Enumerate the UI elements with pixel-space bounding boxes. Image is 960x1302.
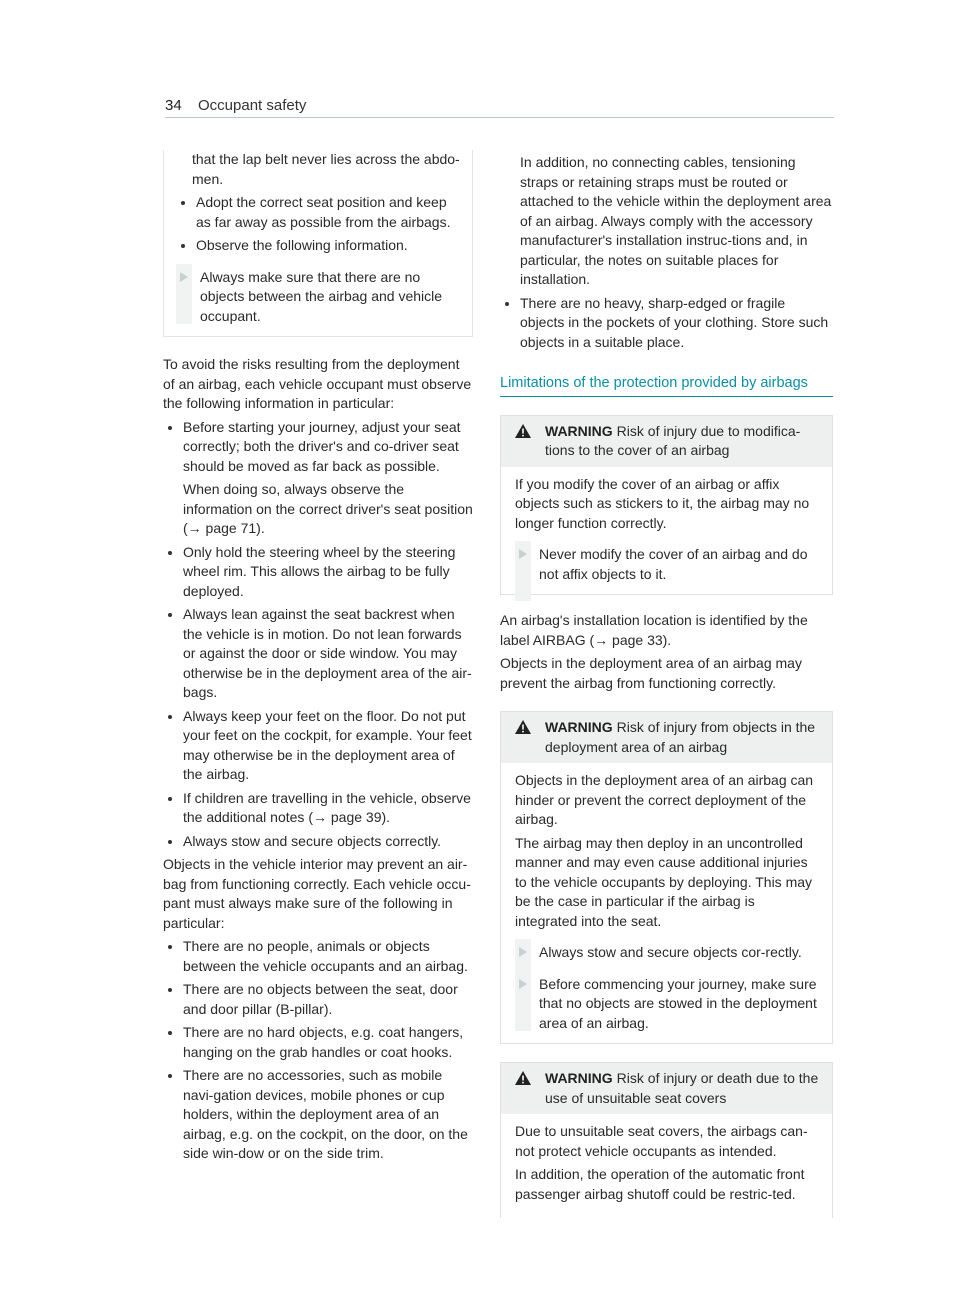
play-arrow-icon	[519, 979, 527, 989]
box-continued-text: that the lap belt never lies across the abdo-men.	[192, 151, 460, 187]
warning-triangle-icon	[515, 1071, 531, 1085]
list-item: There are no heavy, sharp-edged or fragile objects in the pockets of your clothing. Store such objects in a suitable place.	[500, 294, 833, 353]
list-item: There are no objects between the seat, door and door pillar (B-pillar).	[163, 980, 473, 1019]
warning-label: WARNING	[545, 1070, 613, 1086]
list-item: Adopt the correct seat position and keep as far away as possible from the airbags.	[176, 193, 460, 232]
warning-body	[501, 1114, 832, 1218]
list-item-subtext: When doing so, always observe the information on the correct driver's seat position (→ page 71).	[183, 481, 473, 536]
play-arrow-icon	[519, 947, 527, 957]
page-title: Occupant safety	[198, 97, 307, 114]
warning-text: Due to unsuitable seat covers, the airbags can-not protect vehicle occupants as intended.	[515, 1123, 808, 1159]
warning-title: Risk of injury or death due to the use of unsuitable seat covers	[545, 1070, 819, 1106]
continued-info-box	[163, 150, 473, 337]
warning-triangle-icon	[515, 424, 531, 438]
warning-title: Risk of injury from objects in the deployment area of an airbag	[545, 719, 816, 755]
list-item: There are no hard objects, e.g. coat hangers, hanging on the grab handles or coat hooks.	[163, 1023, 473, 1062]
warning-box	[500, 711, 833, 1044]
list-item: Observe the following information.	[176, 236, 460, 256]
warning-text: Objects in the deployment area of an airbag can hinder or prevent the correct deployment of the airbag.	[515, 772, 814, 827]
warning-header	[501, 712, 832, 763]
list-item: If children are travelling in the vehicle, observe the additional notes (→ page 39).	[163, 789, 473, 828]
action-step: Always make sure that there are no objects between the airbag and vehicle occupant.	[176, 268, 460, 327]
list-item: There are no people, animals or objects between the vehicle occupants and an airbag.	[163, 937, 473, 976]
list-item: Always lean against the seat backrest when the vehicle is in motion. Do not lean forwards or against the door or side window. You may otherwise be in the deployment area of the air-bags.	[163, 605, 473, 703]
action-step: Always stow and secure objects cor-rectly.	[515, 943, 820, 963]
list-item: There are no accessories, such as mobile navi-gation devices, mobile phones or cup holders, within the deployment area of an airbag, e.g. on the cockpit, on the door, on the side win-dow or on the side trim.	[163, 1066, 473, 1164]
warning-label: WARNING	[545, 422, 613, 439]
page-header	[165, 96, 834, 118]
list-item: Always keep your feet on the floor. Do not put your feet on the cockpit, for example. Your feet may otherwise be in the deployment area of the airbag.	[163, 707, 473, 785]
warning-triangle-icon	[515, 720, 531, 734]
warning-box	[500, 415, 833, 596]
play-arrow-icon	[519, 549, 527, 559]
body-text: Objects in the deployment area of an airbag may prevent the airbag from functioning correctly.	[500, 655, 802, 691]
warning-text: The airbag may then deploy in an uncontrolled manner and may even cause additional injuries to the vehicle occupants by deploying. This may be the case in particular if the airbag is integrated into the seat.	[515, 834, 813, 929]
section-heading: Limitations of the protection provided by airbags	[500, 374, 833, 397]
intro-text: To avoid the risks resulting from the deployment of an airbag, each vehicle occupant must observe the following information in particular:	[163, 356, 472, 411]
action-step: Before commencing your journey, make sure that no objects are stowed in the deployment area of an airbag.	[515, 975, 820, 1034]
list-item: Only hold the steering wheel by the steering wheel rim. This allows the airbag to be fully deployed.	[163, 543, 473, 602]
left-column	[163, 150, 473, 1168]
right-column	[500, 153, 833, 1234]
warning-title: Risk of injury due to modifica-tions to the cover of an airbag	[545, 422, 801, 458]
warning-body	[501, 763, 832, 1043]
action-step: Never modify the cover of an airbag and do not affix objects to it.	[515, 545, 820, 584]
body-text: An airbag's installation location is identified by the label AIRBAG (→ page 33).	[500, 612, 808, 648]
warning-header	[501, 416, 832, 467]
play-arrow-icon	[180, 272, 188, 282]
warning-text: In addition, the operation of the automatic front passenger airbag shutoff could be restric-ted.	[515, 1166, 805, 1202]
list-item: Always stow and secure objects correctly.	[163, 832, 473, 852]
page-number: 34	[165, 97, 182, 114]
continued-text: In addition, no connecting cables, tensioning straps or retaining straps must be routed or attached to the vehicle within the deployment area of an airbag. Always comply with the accessory manufacturer's installation instruc-tions and, in particular, the notes on suitable places for installation.	[520, 154, 832, 287]
objects-intro-text: Objects in the vehicle interior may prevent an air-bag from functioning correctly. Each vehicle occu-pant must always make sure of the following in particular:	[163, 856, 471, 931]
warning-body	[501, 467, 832, 595]
warning-label: WARNING	[545, 719, 613, 735]
list-item: Before starting your journey, adjust your seat correctly; both the driver's and co-driver seat should be moved as far back as possible.	[163, 418, 473, 477]
warning-header	[501, 1063, 832, 1114]
warning-text: If you modify the cover of an airbag or affix objects such as stickers to it, the airbag may no longer function correctly.	[515, 475, 810, 531]
warning-box	[500, 1062, 833, 1218]
